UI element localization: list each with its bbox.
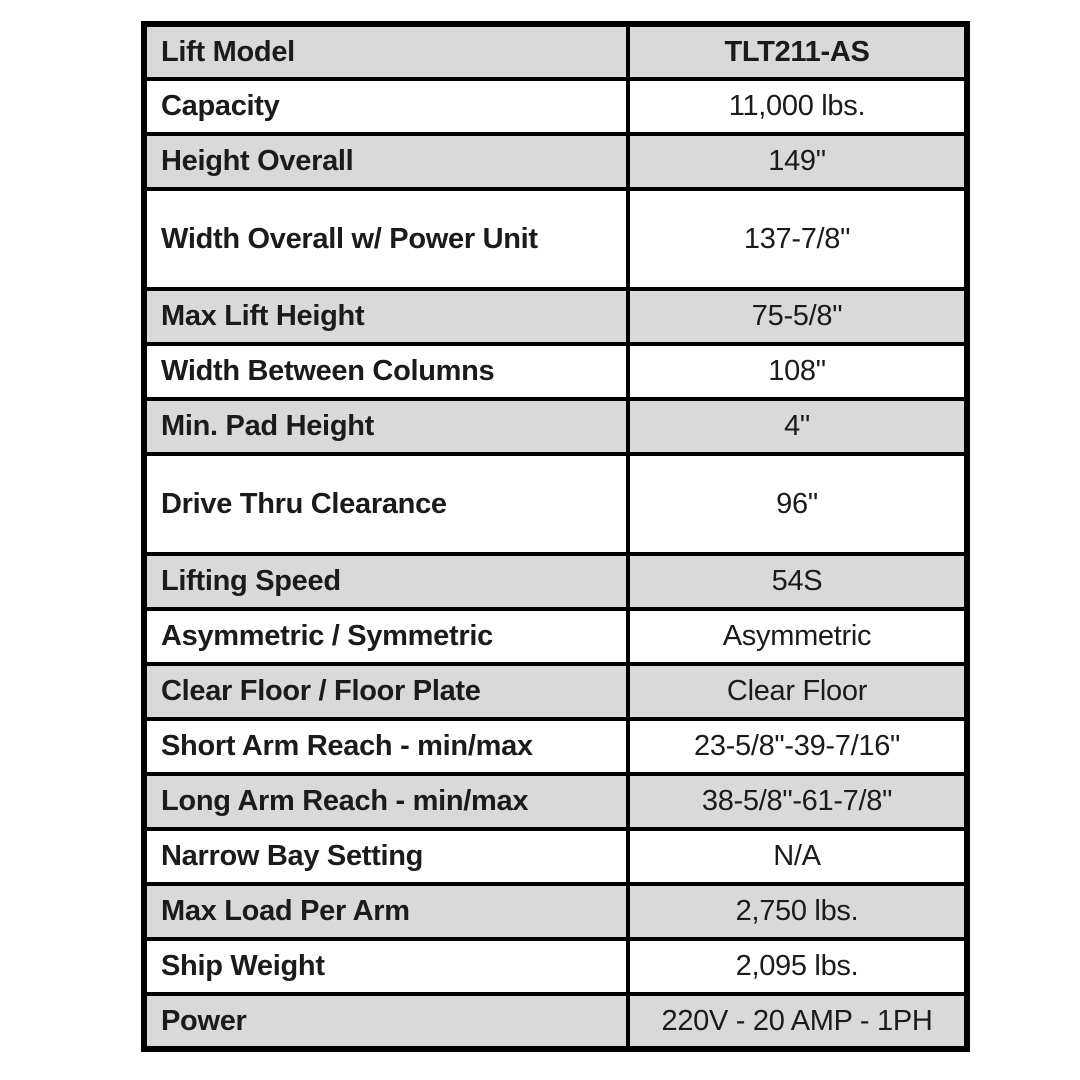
spec-value-cell: 96" — [628, 454, 967, 554]
spec-label-cell: Narrow Bay Setting — [144, 829, 628, 884]
table-row — [144, 454, 967, 554]
spec-table-body — [144, 24, 967, 1049]
table-row — [144, 719, 967, 774]
table-row — [144, 344, 967, 399]
spec-label-cell: Width Between Columns — [144, 344, 628, 399]
spec-label-cell: Drive Thru Clearance — [144, 454, 628, 554]
spec-value-cell: 38-5/8"-61-7/8" — [628, 774, 967, 829]
table-row — [144, 554, 967, 609]
table-row — [144, 609, 967, 664]
spec-label-cell: Max Lift Height — [144, 289, 628, 344]
spec-label-cell: Ship Weight — [144, 939, 628, 994]
table-row — [144, 289, 967, 344]
spec-label-cell: Lifting Speed — [144, 554, 628, 609]
table-row — [144, 664, 967, 719]
table-row — [144, 774, 967, 829]
spec-label-cell: Asymmetric / Symmetric — [144, 609, 628, 664]
lift-spec-table — [141, 21, 970, 1052]
spec-value-cell: 54S — [628, 554, 967, 609]
table-row — [144, 994, 967, 1049]
table-row — [144, 829, 967, 884]
spec-value-cell: 220V - 20 AMP - 1PH — [628, 994, 967, 1049]
table-row — [144, 24, 967, 79]
spec-label-cell: Min. Pad Height — [144, 399, 628, 454]
table-row — [144, 134, 967, 189]
spec-value-cell: 75-5/8" — [628, 289, 967, 344]
spec-value-cell: 149" — [628, 134, 967, 189]
spec-label-cell: Short Arm Reach - min/max — [144, 719, 628, 774]
spec-value-cell: 23-5/8"-39-7/16" — [628, 719, 967, 774]
spec-value-cell: 2,750 lbs. — [628, 884, 967, 939]
spec-value-cell: 4" — [628, 399, 967, 454]
spec-value-cell: N/A — [628, 829, 967, 884]
spec-label-cell: Power — [144, 994, 628, 1049]
spec-label-cell: Lift Model — [144, 24, 628, 79]
spec-value-cell: Clear Floor — [628, 664, 967, 719]
table-row — [144, 884, 967, 939]
spec-label-cell: Clear Floor / Floor Plate — [144, 664, 628, 719]
table-row — [144, 399, 967, 454]
spec-value-cell: Asymmetric — [628, 609, 967, 664]
spec-label-cell: Long Arm Reach - min/max — [144, 774, 628, 829]
spec-value-cell: 108" — [628, 344, 967, 399]
spec-label-cell: Height Overall — [144, 134, 628, 189]
spec-value-cell: 11,000 lbs. — [628, 79, 967, 134]
spec-value-cell: TLT211-AS — [628, 24, 967, 79]
spec-label-cell: Max Load Per Arm — [144, 884, 628, 939]
table-row — [144, 189, 967, 289]
spec-value-cell: 2,095 lbs. — [628, 939, 967, 994]
table-row — [144, 939, 967, 994]
spec-value-cell: 137-7/8" — [628, 189, 967, 289]
spec-label-cell: Capacity — [144, 79, 628, 134]
spec-label-cell: Width Overall w/ Power Unit — [144, 189, 628, 289]
table-row — [144, 79, 967, 134]
